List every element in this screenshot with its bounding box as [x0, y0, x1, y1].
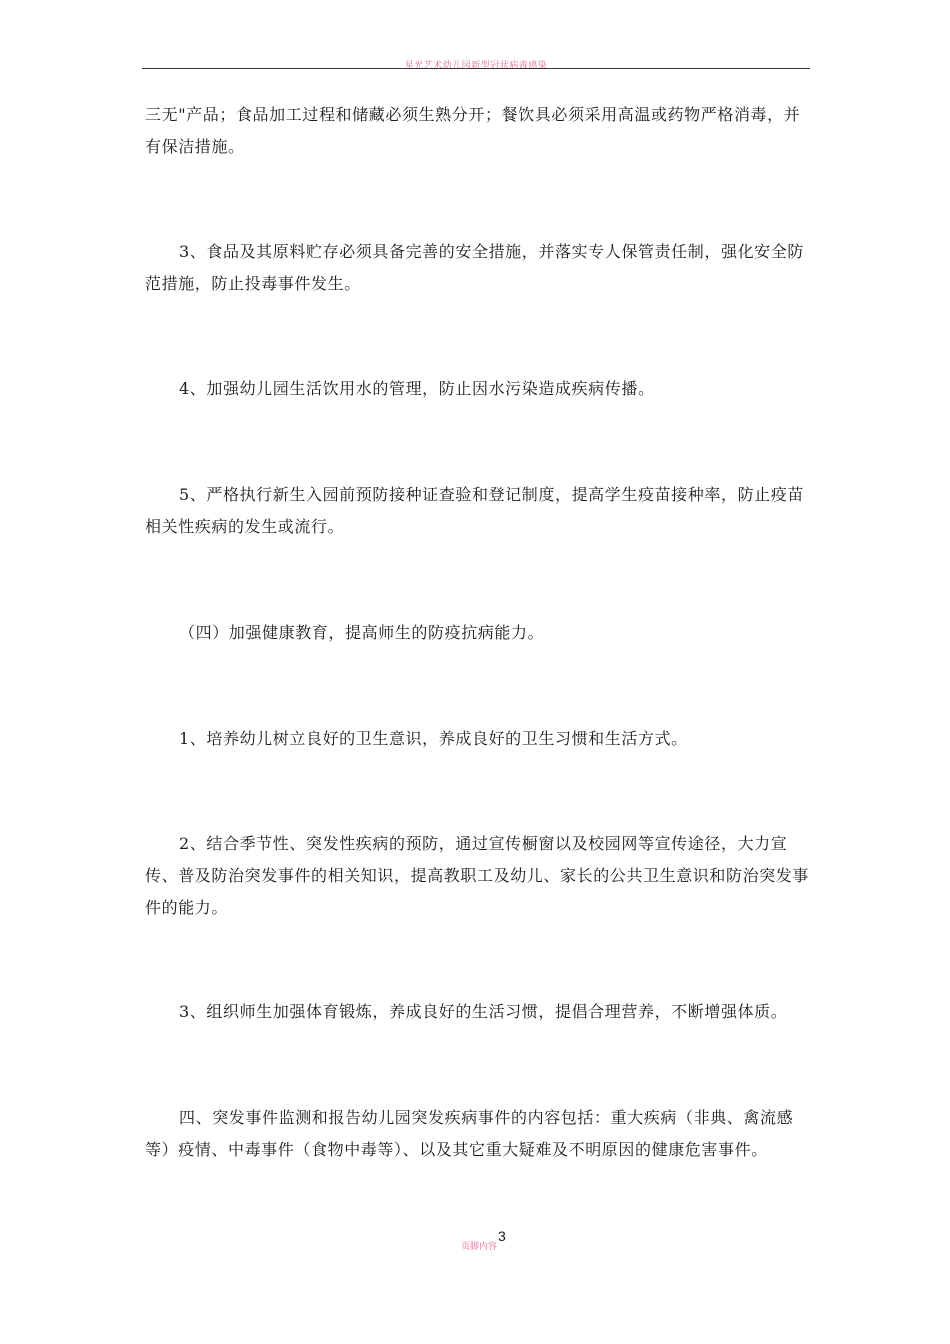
- paragraph-2: 3、食品及其原料贮存必须具备完善的安全措施，并落实专人保管责任制，强化安全防范措施，防止投毒事件发生。: [145, 242, 804, 293]
- paragraph-7: 3、组织师生加强体育锻炼，养成良好的生活习惯，提倡合理营养，不断增强体质。: [179, 1002, 788, 1021]
- paragraph-5: 1、培养幼儿树立良好的卫生意识，养成良好的卫生习惯和生活方式。: [179, 729, 688, 748]
- section-heading: （四）加强健康教育，提高师生的防疫抗病能力。: [179, 623, 545, 642]
- paragraph-4: 5、严格执行新生入园前预防接种证查验和登记制度，提高学生疫苗接种率，防止疫苗相关性疾病的发生或流行。: [145, 485, 804, 536]
- page-number: 3: [498, 1228, 506, 1244]
- page-header: [142, 58, 810, 70]
- footer-label: 页脚内容: [461, 1242, 498, 1252]
- header-title: 星光艺术幼儿园新型冠状病毒感染: [404, 61, 548, 71]
- paragraph-1: 三无"产品；食品加工过程和储藏必须生熟分开；餐饮具必须采用高温或药物严格消毒，并有保洁措施。: [145, 105, 801, 156]
- paragraph-8: 四、突发事件监测和报告幼儿园突发疾病事件的内容包括：重大疾病（非典、禽流感等）疫情、中毒事件（食物中毒等）、以及其它重大疑难及不明原因的健康危害事件。: [145, 1108, 794, 1159]
- header-divider: [142, 68, 810, 69]
- paragraph-3: 4、加强幼儿园生活饮用水的管理，防止因水污染造成疾病传播。: [179, 379, 655, 398]
- paragraph-6: 2、结合季节性、突发性疾病的预防，通过宣传橱窗以及校园网等宣传途径，大力宣传、普及防治突发事件的相关知识，提高教职工及幼儿、家长的公共卫生意识和防治突发事件的能力。: [145, 834, 810, 917]
